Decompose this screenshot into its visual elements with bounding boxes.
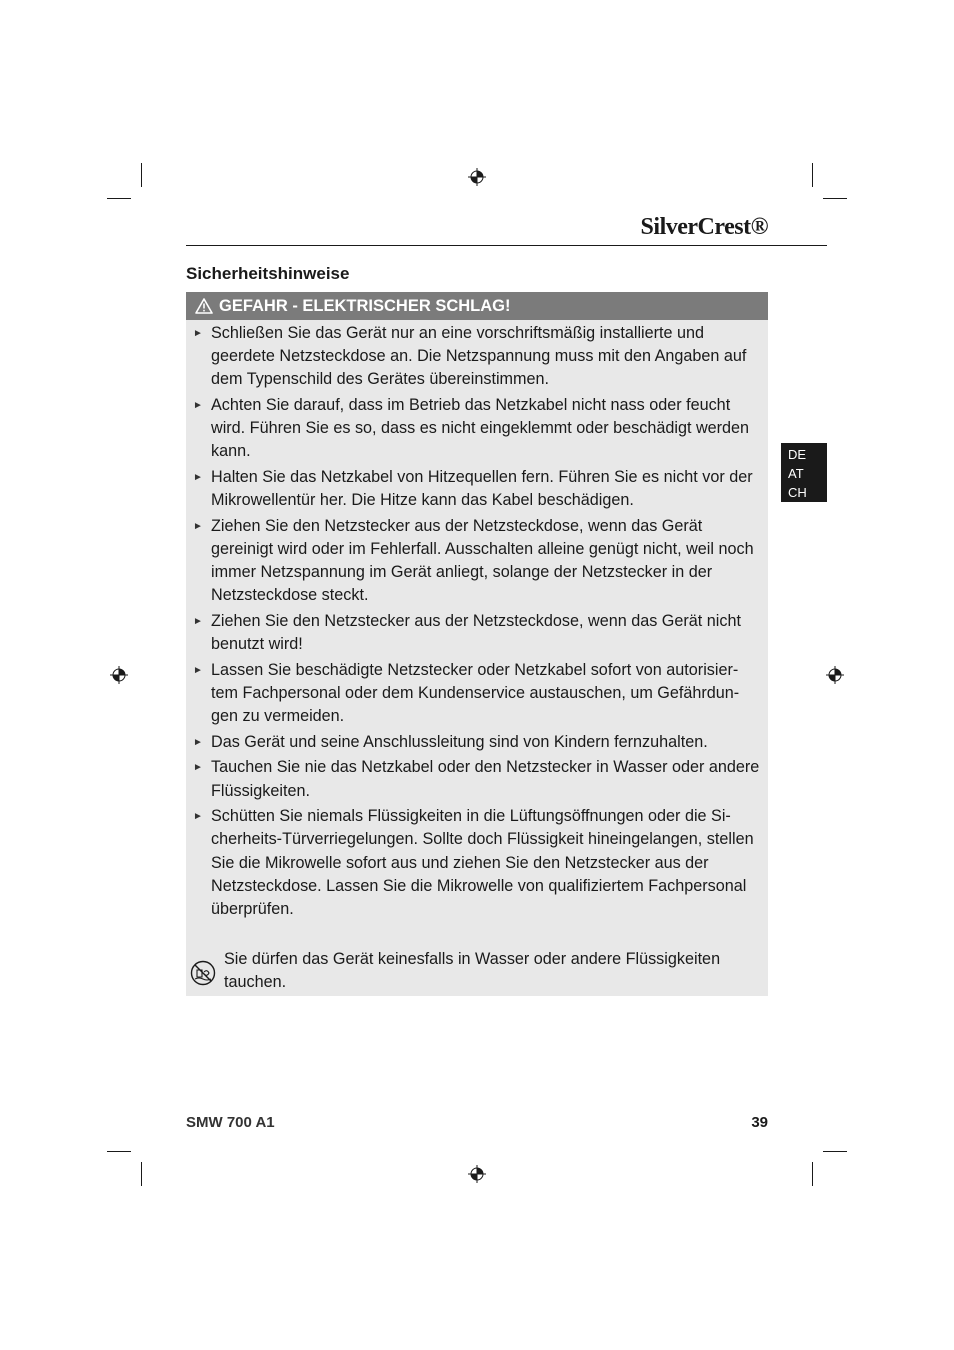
warning-panel — [186, 292, 768, 996]
list-item: ► Ziehen Sie den Netzstecker aus der Netzsteckdose, wenn das Gerät nicht benutzt wird! — [193, 612, 741, 654]
registration-mark-icon — [110, 666, 128, 684]
header-divider — [186, 245, 827, 246]
arrow-bullet-icon: ► — [193, 328, 203, 339]
crop-mark — [107, 198, 131, 199]
page-number: 39 — [751, 1114, 768, 1131]
registration-mark-icon — [826, 666, 844, 684]
arrow-bullet-icon: ► — [193, 736, 203, 748]
list-item: ► Achten Sie darauf, dass im Betrieb das Netzkabel nicht nass oder feucht wird. Führen Sie es so, dass es nicht eingeklemmt oder beschädigt werden kann. — [193, 396, 750, 461]
crop-mark — [823, 1151, 847, 1152]
list-item: ► Schütten Sie niemals Flüssigkeiten in die Lüftungsöffnungen oder die Si-cherheits-Türverriegelungen. Sollte doch Flüssigkeit hineingelangen, stellen Sie die Mikrowelle sofort aus und ziehen Sie den Netzstecker aus der Netzsteckdose. Lassen Sie die Mikrowelle von qualifiziertem Fachpersonal überprüfen. — [193, 807, 754, 918]
registration-mark-icon — [468, 1165, 486, 1183]
warning-title: GEFAHR - ELEKTRISCHER SCHLAG! — [219, 296, 511, 315]
list-item: ► Halten Sie das Netzkabel von Hitzequellen fern. Führen Sie es nicht vor der Mikrowellentür her. Die Hitze kann das Kabel beschädigen. — [193, 468, 753, 510]
arrow-bullet-icon: ► — [193, 472, 203, 483]
arrow-bullet-icon: ► — [193, 400, 203, 411]
crop-mark — [823, 198, 847, 199]
crop-mark — [812, 163, 813, 187]
crop-mark — [107, 1151, 131, 1152]
crop-mark — [141, 1162, 142, 1186]
safety-list — [186, 322, 768, 924]
arrow-bullet-icon: ► — [193, 520, 203, 532]
arrow-bullet-icon: ► — [193, 664, 203, 676]
arrow-bullet-icon: ► — [193, 616, 203, 627]
language-code: AT — [788, 466, 804, 481]
arrow-bullet-icon: ► — [193, 811, 203, 823]
warning-header — [186, 292, 768, 320]
warning-triangle-icon — [195, 298, 213, 314]
language-code: CH — [788, 485, 807, 500]
list-item: ► Lassen Sie beschädigte Netzstecker oder Netzkabel sofort von autorisier-tem Fachpersonal oder dem Kundenservice austauschen, um Gefährdun-gen zu vermeiden. — [193, 660, 740, 726]
footer-model: SMW 700 A1 — [186, 1114, 275, 1131]
language-code: DE — [788, 447, 807, 462]
list-item: ► Das Gerät und seine Anschlussleitung sind von Kindern fernzuhalten. — [186, 731, 768, 754]
registration-mark-icon — [468, 168, 486, 186]
list-item: ► Ziehen Sie den Netzstecker aus der Netzsteckdose, wenn das Gerät gereinigt wird oder im Fehlerfall. Ausschalten alleine genügt nicht, weil noch immer Netzspannung im Gerät anliegt, solange der Netzstecker in der Netzsteckdose steckt. — [193, 516, 754, 605]
list-item: ► Schließen Sie das Gerät nur an eine vorschriftsmäßig installierte und geerdete Netzsteckdose an. Die Netzspannung muss mit den Angaben auf dem Typenschild des Gerätes übereinstimmen. — [193, 324, 747, 389]
no-immersion-icon — [190, 960, 216, 986]
section-title: Sicherheitshinweise — [186, 264, 350, 283]
brand-logo: SilverCrest® — [640, 214, 768, 240]
crop-mark — [812, 1162, 813, 1186]
crop-mark — [141, 163, 142, 187]
language-tab — [781, 443, 827, 502]
note-text: Sie dürfen das Gerät keinesfalls in Wasser oder andere Flüssigkeiten tauchen. — [224, 950, 721, 992]
list-item: ► Tauchen Sie nie das Netzkabel oder den Netzstecker in Wasser oder andere Flüssigkeiten. — [193, 758, 760, 800]
arrow-bullet-icon: ► — [193, 762, 203, 774]
